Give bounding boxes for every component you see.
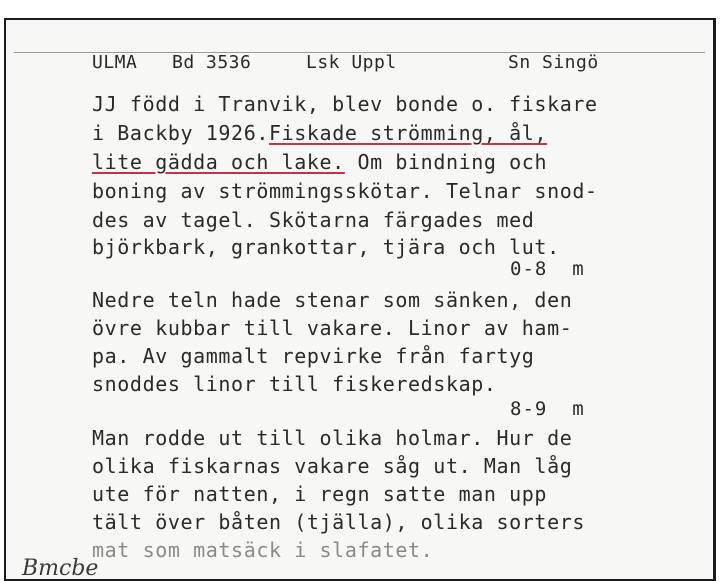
province: Lsk Uppl (306, 52, 397, 73)
text-line: snoddes linor till fiskeredskap. (92, 372, 497, 396)
text-line: Man rodde ut till olika holmar. Hur de (92, 426, 573, 450)
underlined-text: lite gädda och lake. (92, 150, 345, 174)
text-line: des av tagel. Skötarna färgades med (92, 208, 535, 232)
text-line: olika fiskarnas vakare såg ut. Man låg (92, 454, 573, 478)
text-segment: Om bindning och (344, 150, 548, 174)
parish: Sn Singö (508, 52, 599, 73)
text-line: JJ född i Tranvik, blev bonde o. fiskare (92, 92, 598, 116)
text-line (92, 148, 547, 176)
underlined-text: Fiskade strömming, ål, (268, 121, 548, 145)
page-reference: 8-9 m (510, 398, 585, 420)
text-line: Nedre teln hade stenar som sänken, den (92, 288, 573, 312)
text-line: boning av strömmingsskötar. Telnar snod- (92, 179, 598, 203)
text-line: mat som matsäck i slafatet. (92, 538, 434, 562)
archive-code: ULMA (92, 52, 138, 73)
handwritten-note: Bmcbe (22, 556, 99, 581)
text-line: övre kubbar till vakare. Linor av ham- (92, 316, 573, 340)
text-line: tält över båten (tjälla), olika sorters (92, 510, 585, 534)
card-header (92, 52, 692, 78)
text-line (92, 119, 547, 147)
text-segment: i Backby 1926. (92, 121, 269, 145)
record-number: Bd 3536 (172, 52, 252, 73)
text-line: pa. Av gammalt repvirke från fartyg (92, 344, 535, 368)
text-line: björkbark, grankottar, tjära och lut. (92, 235, 560, 259)
page-reference: 0-8 m (510, 258, 585, 280)
text-line: ute för natten, i regn satte man upp (92, 482, 548, 506)
